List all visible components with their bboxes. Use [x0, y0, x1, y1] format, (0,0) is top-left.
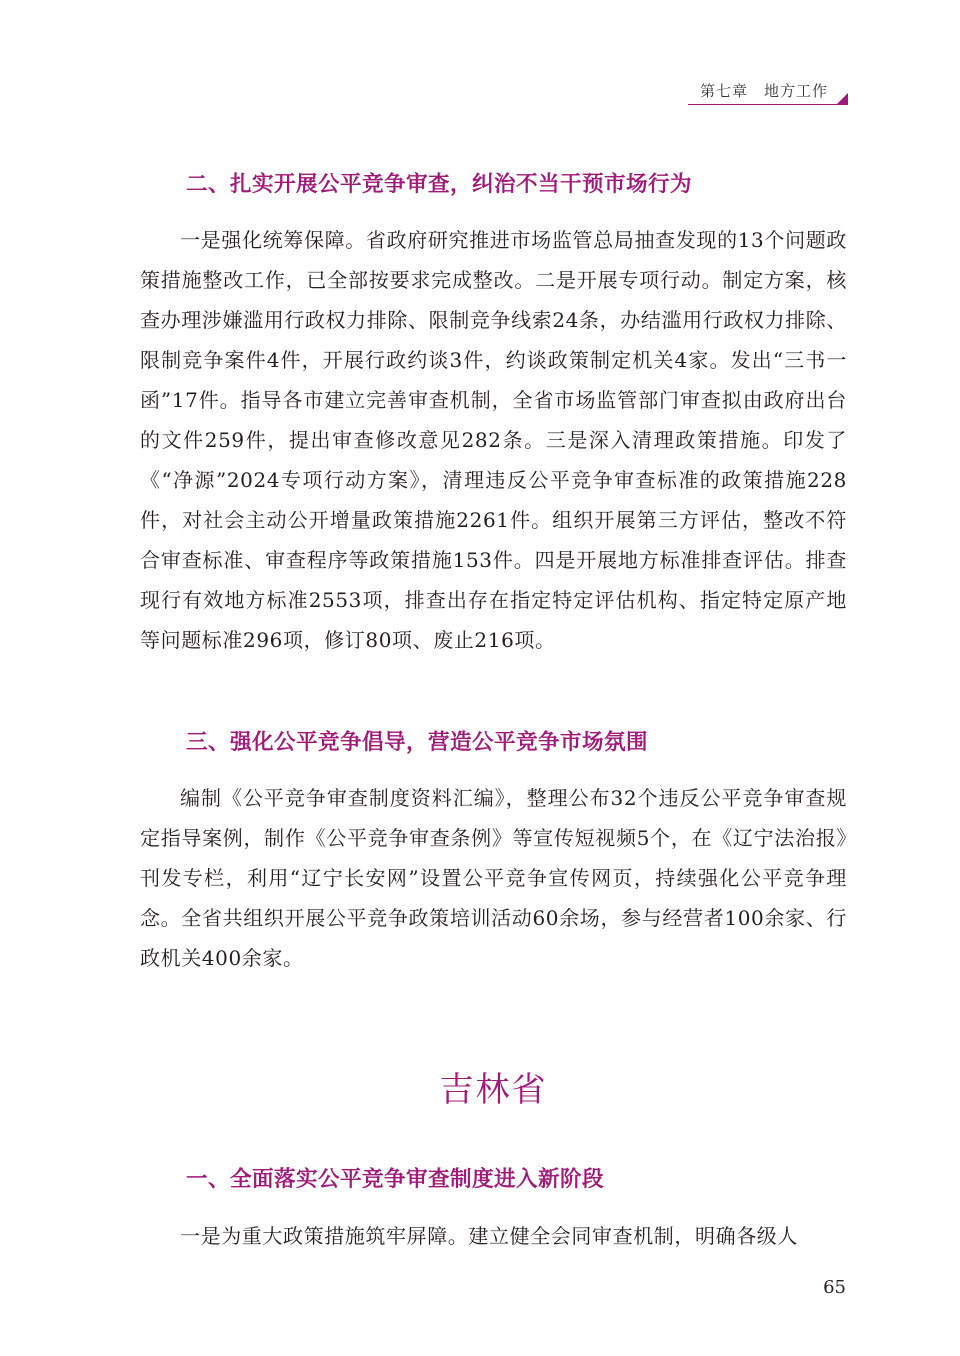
running-head	[688, 78, 846, 105]
section-2-paragraph: 一是强化统筹保障。省政府研究推进市场监管总局抽查发现的13个问题政策措施整改工作，已全部按要求完成整改。二是开展专项行动。制定方案，核查办理涉嫌滥用行政权力排除、限制竞争线索24条，办结滥用行政权力排除、限制竞争案件4件，开展行政约谈3件，约谈政策制定机关4家。发出“三书一函”17件。指导各市建立完善审查机制，全省市场监管部门审查拟由政府出台的文件259件，提出审查修改意见282条。三是深入清理政策措施。印发了《“净源”2024专项行动方案》，清理违反公平竞争审查标准的政策措施228件，对社会主动公开增量政策措施2261件。组织开展第三方评估，整改不符合审查标准、审查程序等政策措施153件。四是开展地方标准排查评估。排查现行有效地方标准2553项，排查出存在指定特定评估机构、指定特定原产地等问题标准296项，修订80项、废止216项。	[140, 228, 847, 652]
page-number: 65	[823, 1277, 846, 1298]
chapter-title: 第七章 地方工作	[699, 82, 828, 100]
jilin-section-1-paragraph: 一是为重大政策措施筑牢屏障。建立健全会同审查机制，明确各级人	[180, 1224, 798, 1248]
section-3-paragraph: 编制《公平竞争审查制度资料汇编》，整理公布32个违反公平竞争审查规定指导案例，制作《公平竞争审查条例》等宣传短视频5个，在《辽宁法治报》刊发专栏，利用“辽宁长安网”设置公平竞争宣传网页，持续强化公平竞争理念。全省共组织开展公平竞争政策培训活动60余场，参与经营者100余家、行政机关400余家。	[140, 786, 847, 970]
province-title: 吉林省	[439, 1070, 548, 1110]
section-heading-3: 三、强化公平竞争倡导，营造公平竞争市场氛围	[186, 730, 649, 755]
corner-triangle-icon	[836, 93, 848, 105]
section-heading-2: 二、扎实开展公平竞争审查，纠治不当干预市场行为	[186, 172, 693, 197]
jilin-section-heading-1: 一、全面落实公平竞争审查制度进入新阶段	[186, 1167, 605, 1192]
